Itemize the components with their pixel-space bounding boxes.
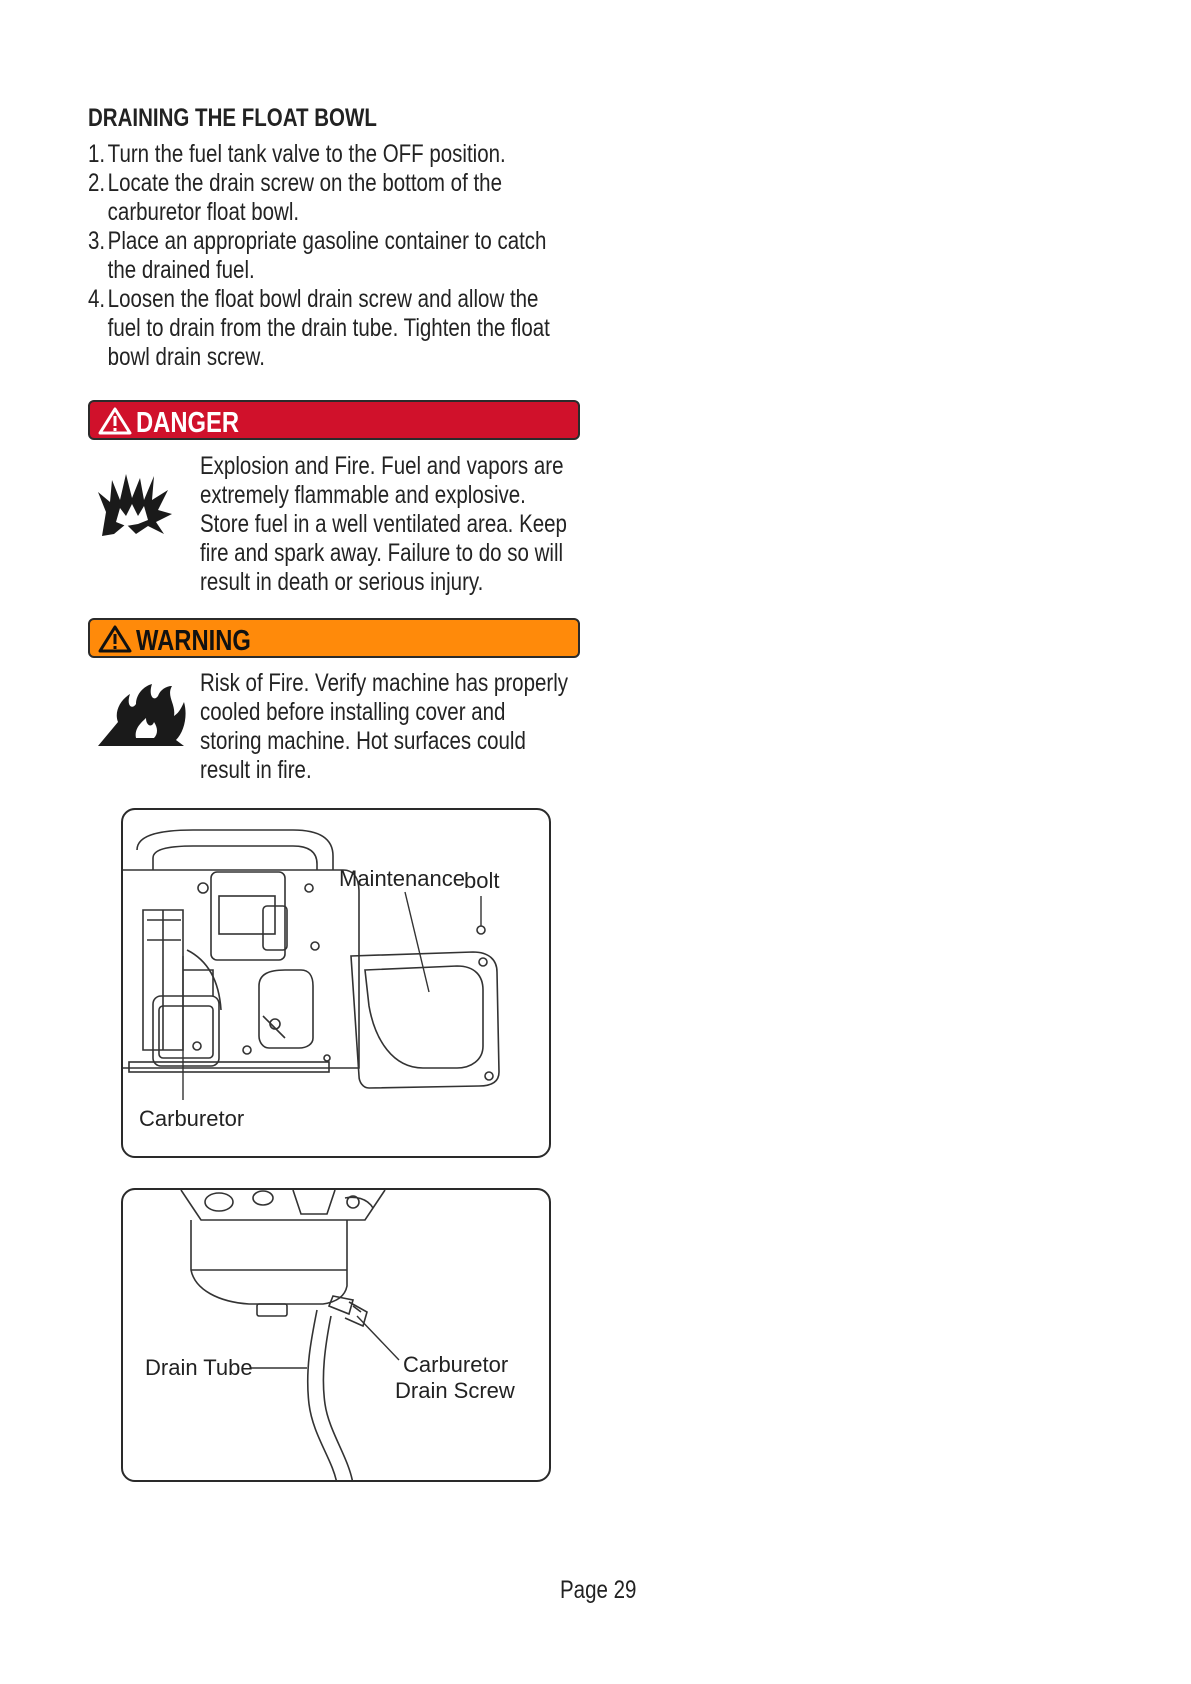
danger-banner — [88, 400, 580, 440]
list-item: 3. Place an appropriate gasoline container to catch the drained fuel. — [88, 227, 547, 284]
list-item: 2. Locate the drain screw on the bottom of the carburetor float bowl. — [88, 169, 502, 226]
section-title: DRAINING THE FLOAT BOWL — [88, 104, 377, 132]
fire-hot-surface-icon — [96, 682, 188, 748]
warning-message: Risk of Fire. Verify machine has properly cooled before installing cover and storing machine. Hot surfaces could result in fire. — [200, 669, 569, 784]
drain-tube-label: Drain Tube — [145, 1355, 253, 1380]
warning-triangle-icon — [98, 407, 132, 435]
list-item: 4. Loosen the float bowl drain screw and allow the fuel to drain from the drain tube. Tighten the float bowl drain screw. — [88, 285, 550, 371]
danger-label: DANGER — [136, 407, 240, 439]
maintenance-label: Maintenance — [339, 866, 465, 891]
danger-message: Explosion and Fire. Fuel and vapors are extremely flammable and explosive. Store fuel in a well ventilated area. Keep fire and spark away. Failure to do so will result in death or serious injury. — [200, 452, 567, 596]
carburetor-label: Carburetor — [139, 1106, 245, 1131]
carburetor-drain-illustration — [123, 1190, 551, 1482]
drain-screw-label-line1: Carburetor — [403, 1352, 509, 1377]
generator-figure — [121, 808, 551, 1158]
page-number: Page 29 — [560, 1576, 637, 1604]
warning-label: WARNING — [136, 625, 251, 657]
warning-triangle-icon — [98, 625, 132, 653]
bolt-label: bolt — [464, 868, 500, 893]
warning-banner — [88, 618, 580, 658]
carburetor-drain-figure — [121, 1188, 551, 1482]
list-item: 1. Turn the fuel tank valve to the OFF position. — [88, 140, 506, 168]
instruction-steps — [88, 140, 550, 372]
drain-screw-label-line2: Drain Screw — [395, 1378, 515, 1403]
explosion-icon — [96, 462, 176, 538]
